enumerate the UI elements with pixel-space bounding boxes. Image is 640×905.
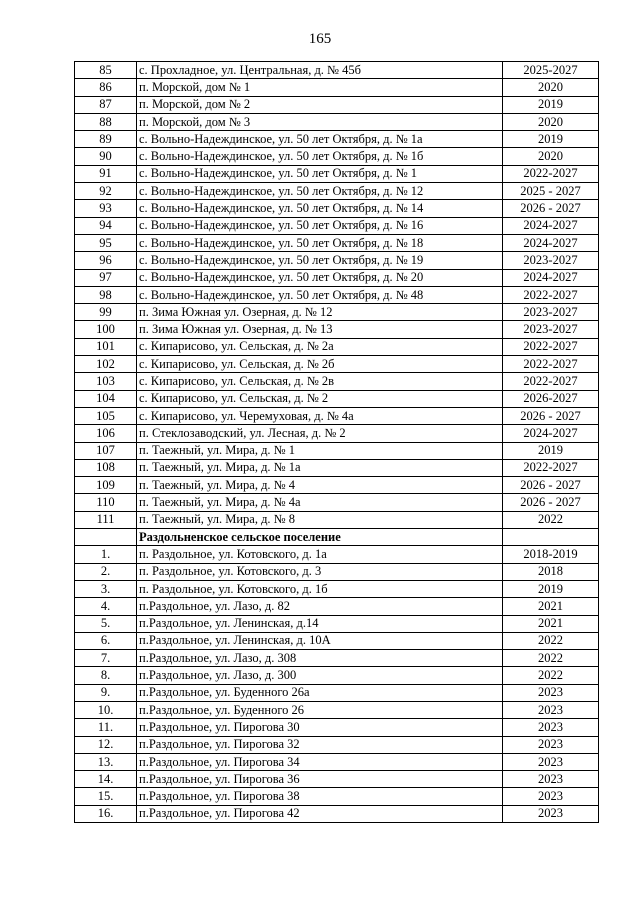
row-number: 109 [75,477,137,494]
page-number: 165 [308,31,332,47]
row-years: 2021 [503,598,599,615]
row-years: 2025-2027 [503,62,599,79]
row-address: п.Раздольное, ул. Буденного 26 [137,701,503,718]
table-row [75,286,599,303]
row-number: 4. [75,598,137,615]
row-address: п. Зима Южная ул. Озерная, д. № 13 [137,321,503,338]
row-years: 2024-2027 [503,425,599,442]
table-row [75,425,599,442]
row-address: п.Раздольное, ул. Лазо, д. 82 [137,598,503,615]
row-number: 97 [75,269,137,286]
row-number: 92 [75,183,137,200]
row-number: 103 [75,373,137,390]
row-years: 2023 [503,805,599,822]
row-address: с. Кипарисово, ул. Сельская, д. № 2а [137,338,503,355]
housing-registry-table [74,61,599,823]
row-number: 9. [75,684,137,701]
row-address: с. Вольно-Надеждинское, ул. 50 лет Октября, д. № 16 [137,217,503,234]
row-number: 87 [75,96,137,113]
row-number: 93 [75,200,137,217]
section-heading-row [75,529,599,546]
row-years: 2023 [503,753,599,770]
row-address: с. Вольно-Надеждинское, ул. 50 лет Октября, д. № 1 [137,165,503,182]
row-years: 2026 - 2027 [503,477,599,494]
row-years: 2026-2027 [503,390,599,407]
row-years: 2020 [503,79,599,96]
table-row [75,79,599,96]
empty-cell [503,529,599,546]
table-row [75,477,599,494]
row-years: 2022-2027 [503,373,599,390]
row-address: п. Таежный, ул. Мира, д. № 1а [137,459,503,476]
row-years: 2023 [503,719,599,736]
row-number: 104 [75,390,137,407]
row-number: 90 [75,148,137,165]
row-address: п. Зима Южная ул. Озерная, д. № 12 [137,304,503,321]
row-number: 7. [75,650,137,667]
table-row [75,252,599,269]
row-years: 2025 - 2027 [503,183,599,200]
row-years: 2023 [503,771,599,788]
row-address: с. Вольно-Надеждинское, ул. 50 лет Октября, д. № 1а [137,131,503,148]
table-row [75,183,599,200]
row-address: с. Вольно-Надеждинское, ул. 50 лет Октября, д. № 18 [137,234,503,251]
row-number: 94 [75,217,137,234]
row-years: 2026 - 2027 [503,494,599,511]
table-row [75,304,599,321]
row-address: п. Таежный, ул. Мира, д. № 8 [137,511,503,528]
row-years: 2019 [503,96,599,113]
row-address: п. Таежный, ул. Мира, д. № 4 [137,477,503,494]
table-row [75,407,599,424]
table-row [75,736,599,753]
row-address: п.Раздольное, ул. Ленинская, д. 10А [137,632,503,649]
row-address: п.Раздольное, ул. Пирогова 30 [137,719,503,736]
row-address: п.Раздольное, ул. Пирогова 32 [137,736,503,753]
row-number: 99 [75,304,137,321]
row-address: с. Кипарисово, ул. Черемуховая, д. № 4а [137,407,503,424]
table-row [75,719,599,736]
table-row [75,442,599,459]
table-row [75,165,599,182]
row-years: 2020 [503,113,599,130]
table-row [75,62,599,79]
table-row [75,632,599,649]
row-address: п. Стеклозаводский, ул. Лесная, д. № 2 [137,425,503,442]
table-row [75,667,599,684]
table-row [75,771,599,788]
row-address: с. Прохладное, ул. Центральная, д. № 45б [137,62,503,79]
table-row [75,234,599,251]
row-address: п. Раздольное, ул. Котовского, д. 1б [137,580,503,597]
table-row [75,217,599,234]
row-years: 2024-2027 [503,217,599,234]
row-number: 14. [75,771,137,788]
row-years: 2022 [503,511,599,528]
row-number: 85 [75,62,137,79]
table-row [75,356,599,373]
row-years: 2023-2027 [503,252,599,269]
table-body [75,62,599,823]
row-address: с. Вольно-Надеждинское, ул. 50 лет Октября, д. № 1б [137,148,503,165]
row-years: 2018 [503,563,599,580]
table-row [75,615,599,632]
table-row [75,200,599,217]
row-number: 95 [75,234,137,251]
row-number: 11. [75,719,137,736]
table-row [75,269,599,286]
row-years: 2022-2027 [503,356,599,373]
row-years: 2019 [503,580,599,597]
row-years: 2023 [503,788,599,805]
row-number: 8. [75,667,137,684]
row-address: п.Раздольное, ул. Буденного 26а [137,684,503,701]
row-years: 2022-2027 [503,286,599,303]
row-number: 15. [75,788,137,805]
row-years: 2023-2027 [503,321,599,338]
row-number: 91 [75,165,137,182]
row-years: 2021 [503,615,599,632]
row-years: 2022-2027 [503,338,599,355]
row-number: 5. [75,615,137,632]
table-row [75,390,599,407]
row-years: 2022 [503,632,599,649]
row-number: 96 [75,252,137,269]
row-number: 2. [75,563,137,580]
row-number: 107 [75,442,137,459]
row-number: 89 [75,131,137,148]
row-years: 2022 [503,650,599,667]
row-years: 2022-2027 [503,459,599,476]
row-address: с. Кипарисово, ул. Сельская, д. № 2 [137,390,503,407]
row-address: с. Вольно-Надеждинское, ул. 50 лет Октября, д. № 19 [137,252,503,269]
row-address: п.Раздольное, ул. Пирогова 38 [137,788,503,805]
row-number: 111 [75,511,137,528]
row-address: п.Раздольное, ул. Пирогова 34 [137,753,503,770]
row-years: 2026 - 2027 [503,407,599,424]
row-address: с. Вольно-Надеждинское, ул. 50 лет Октября, д. № 48 [137,286,503,303]
row-number: 88 [75,113,137,130]
row-number: 6. [75,632,137,649]
row-address: п.Раздольное, ул. Лазо, д. 308 [137,650,503,667]
row-address: п. Таежный, ул. Мира, д. № 4а [137,494,503,511]
table-row [75,511,599,528]
row-years: 2023 [503,736,599,753]
section-heading: Раздольненское сельское поселение [137,529,503,546]
row-number: 106 [75,425,137,442]
row-number: 98 [75,286,137,303]
row-years: 2023-2027 [503,304,599,321]
row-number: 13. [75,753,137,770]
row-address: п. Раздольное, ул. Котовского, д. 1а [137,546,503,563]
row-address: п.Раздольное, ул. Лазо, д. 300 [137,667,503,684]
row-number: 1. [75,546,137,563]
row-number: 86 [75,79,137,96]
row-address: п. Таежный, ул. Мира, д. № 1 [137,442,503,459]
row-number: 108 [75,459,137,476]
row-years: 2024-2027 [503,269,599,286]
table-row [75,650,599,667]
row-address: п. Морской, дом № 1 [137,79,503,96]
row-years: 2019 [503,442,599,459]
row-number: 10. [75,701,137,718]
row-address: с. Вольно-Надеждинское, ул. 50 лет Октября, д. № 20 [137,269,503,286]
table-row [75,684,599,701]
row-address: с. Кипарисово, ул. Сельская, д. № 2в [137,373,503,390]
row-number: 3. [75,580,137,597]
row-years: 2022-2027 [503,165,599,182]
row-number: 100 [75,321,137,338]
row-address: п.Раздольное, ул. Пирогова 42 [137,805,503,822]
row-years: 2024-2027 [503,234,599,251]
row-years: 2023 [503,684,599,701]
table-row [75,598,599,615]
table-row [75,788,599,805]
row-number: 110 [75,494,137,511]
row-years: 2023 [503,701,599,718]
table-row [75,546,599,563]
row-number: 12. [75,736,137,753]
row-address: с. Вольно-Надеждинское, ул. 50 лет Октября, д. № 12 [137,183,503,200]
row-address: п.Раздольное, ул. Пирогова 36 [137,771,503,788]
row-address: п.Раздольное, ул. Ленинская, д.14 [137,615,503,632]
table-row [75,580,599,597]
row-address: п. Морской, дом № 3 [137,113,503,130]
row-address: с. Кипарисово, ул. Сельская, д. № 2б [137,356,503,373]
table-row [75,805,599,822]
row-number: 101 [75,338,137,355]
table-row [75,131,599,148]
table-row [75,96,599,113]
row-years: 2026 - 2027 [503,200,599,217]
table-row [75,563,599,580]
row-number: 105 [75,407,137,424]
empty-cell [75,529,137,546]
row-years: 2019 [503,131,599,148]
table-row [75,701,599,718]
row-years: 2022 [503,667,599,684]
row-address: п. Морской, дом № 2 [137,96,503,113]
table-row [75,148,599,165]
row-years: 2020 [503,148,599,165]
table-row [75,494,599,511]
row-address: п. Раздольное, ул. Котовского, д. 3 [137,563,503,580]
row-years: 2018-2019 [503,546,599,563]
table-row [75,321,599,338]
table-row [75,459,599,476]
row-address: с. Вольно-Надеждинское, ул. 50 лет Октября, д. № 14 [137,200,503,217]
table-row [75,753,599,770]
table-row [75,113,599,130]
row-number: 102 [75,356,137,373]
row-number: 16. [75,805,137,822]
table-row [75,338,599,355]
table-row [75,373,599,390]
